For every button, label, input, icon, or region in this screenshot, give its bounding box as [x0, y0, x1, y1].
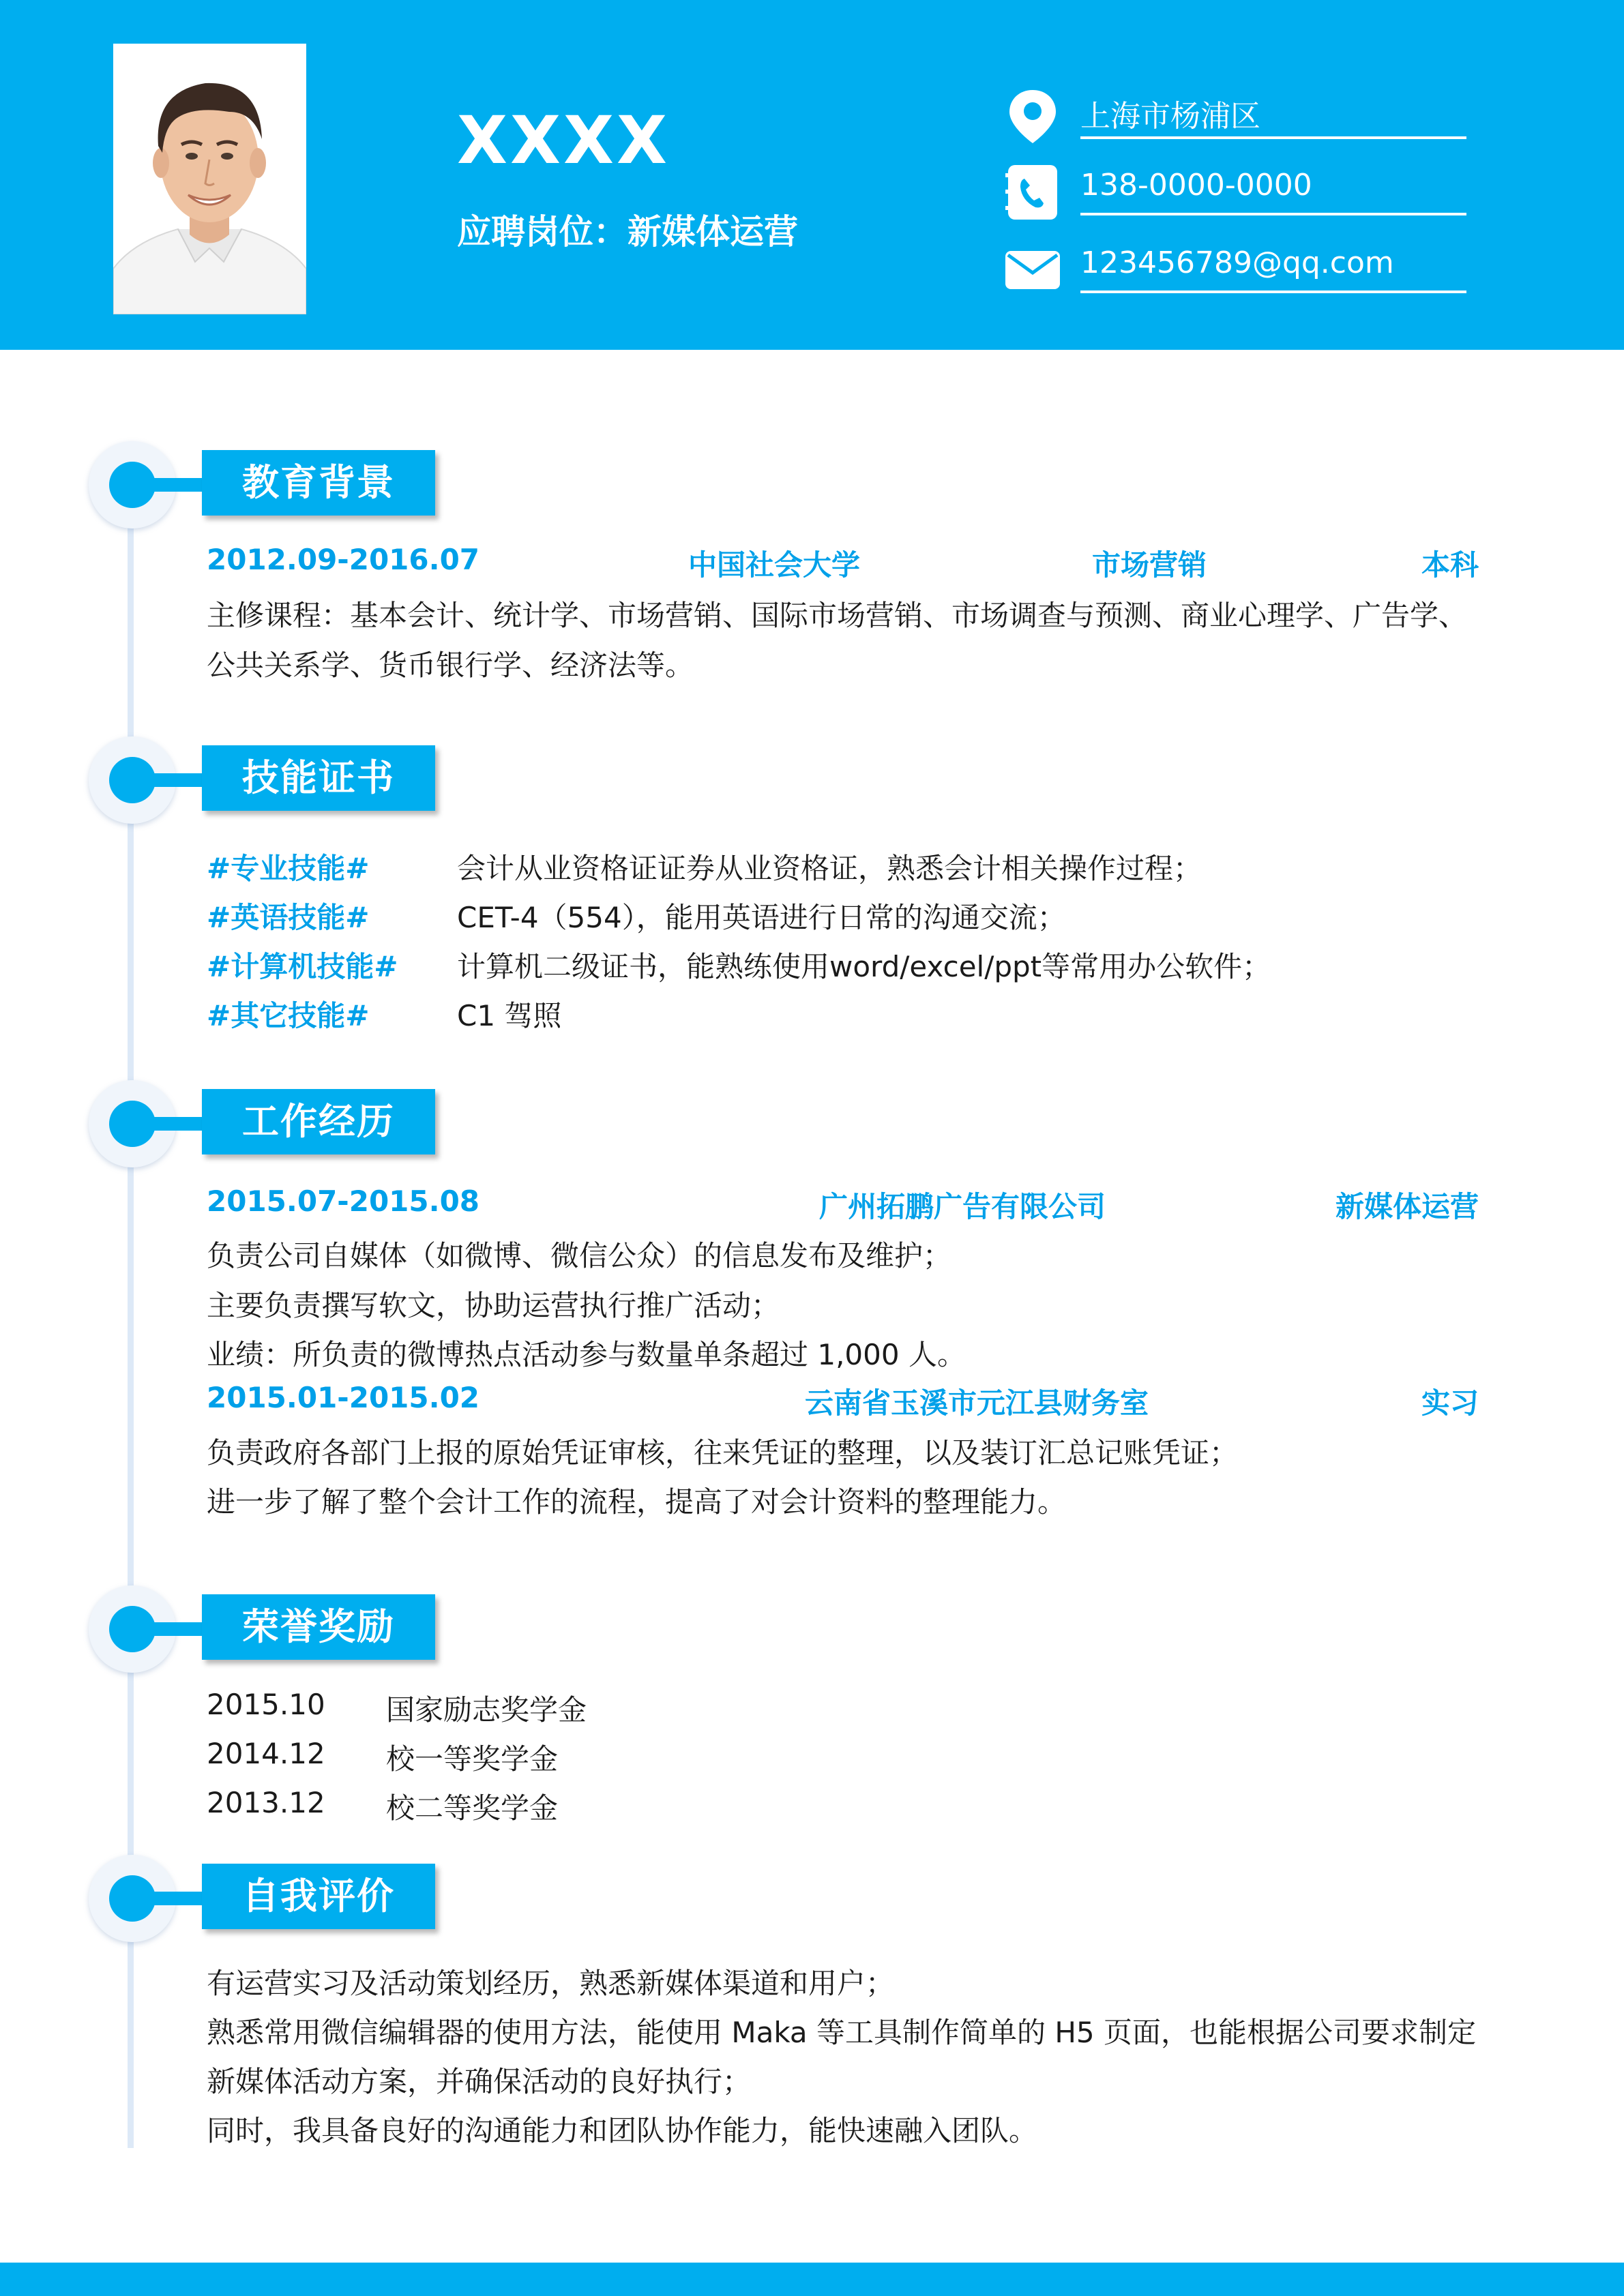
- phone-underline: [1080, 213, 1466, 215]
- skill-tag: #计算机技能#: [207, 950, 398, 983]
- section-title: 荣誉奖励: [242, 1605, 395, 1648]
- skill-tag: #专业技能#: [207, 852, 370, 885]
- work-period: 2015.01-2015.02: [207, 1381, 480, 1414]
- work-duty: 负责政府各部门上报的原始凭证审核，往来凭证的整理，以及装订汇总记账凭证；: [207, 1436, 1239, 1470]
- contact-phone: [1004, 164, 1468, 218]
- section-self-eval-header: [89, 1855, 443, 1943]
- section-title-box: [202, 1089, 435, 1154]
- job-title: 应聘岗位：新媒体运营: [457, 212, 798, 252]
- section-honors-header: [89, 1585, 443, 1674]
- work-duty: 负责公司自媒体（如微博、微信公众）的信息发布及维护；: [207, 1239, 952, 1272]
- work-company: 云南省玉溪市元江县财务室: [804, 1386, 1149, 1420]
- timeline-dot: [109, 1606, 156, 1652]
- address-text: 上海市杨浦区: [1080, 99, 1260, 134]
- work-role: 实习: [1421, 1386, 1479, 1420]
- section-skills-header: [89, 736, 443, 825]
- work-duty: 主要负责撰写软文，协助运营执行推广活动；: [207, 1289, 780, 1322]
- skill-desc: CET-4（554），能用英语进行日常的沟通交流；: [457, 901, 1066, 934]
- email-underline: [1080, 290, 1466, 293]
- section-education-header: [89, 441, 443, 530]
- location-pin-icon: [1004, 87, 1061, 145]
- timeline-dot: [109, 1875, 156, 1922]
- skill-tag: #其它技能#: [207, 999, 370, 1032]
- self-eval-line: 有运营实习及活动策划经历，熟悉新媒体渠道和用户；: [207, 1967, 895, 2000]
- work-duty: 业绩：所负责的微博热点活动参与数量单条超过 1,000 人。: [207, 1338, 966, 1371]
- timeline-dot: [109, 757, 156, 803]
- self-eval-line: 同时，我具备良好的沟通能力和团队协作能力，能快速融入团队。: [207, 2114, 1038, 2147]
- self-eval-line: 新媒体活动方案，并确保活动的良好执行；: [207, 2065, 752, 2098]
- phone-icon: [1004, 164, 1061, 221]
- section-title-box: [202, 450, 435, 516]
- section-title-box: [202, 1594, 435, 1660]
- education-period: 2012.09-2016.07: [207, 543, 480, 576]
- section-title-box: [202, 1864, 435, 1929]
- skill-desc: C1 驾照: [457, 999, 562, 1032]
- work-role: 新媒体运营: [1335, 1190, 1479, 1223]
- contact-address: [1004, 87, 1468, 142]
- honor-date: 2014.12: [207, 1737, 325, 1770]
- honor-name: 校二等奖学金: [386, 1791, 559, 1825]
- envelope-icon: [1004, 241, 1061, 299]
- education-courses-line-1: 主修课程：基本会计、统计学、市场营销、国际市场营销、市场调查与预测、商业心理学、广告学、: [207, 599, 1468, 632]
- work-period: 2015.07-2015.08: [207, 1184, 480, 1218]
- email-text: 123456789@qq.com: [1080, 245, 1394, 280]
- section-title: 技能证书: [242, 756, 395, 799]
- skill-tag: #英语技能#: [207, 901, 370, 934]
- footer-bar: [0, 2263, 1624, 2296]
- header-banner: [0, 0, 1624, 350]
- work-company: 广州拓鹏广告有限公司: [818, 1190, 1106, 1223]
- work-duty: 进一步了解了整个会计工作的流程，提高了对会计资料的整理能力。: [207, 1485, 1067, 1519]
- section-title-box: [202, 745, 435, 811]
- education-school: 中国社会大学: [688, 548, 861, 582]
- work-row: [207, 1184, 1479, 1225]
- section-title: 工作经历: [242, 1100, 395, 1143]
- section-title: 自我评价: [242, 1875, 395, 1918]
- work-row: [207, 1381, 1479, 1422]
- timeline-dot: [109, 1101, 156, 1147]
- timeline-dot: [109, 462, 156, 508]
- section-title: 教育背景: [242, 461, 395, 504]
- education-degree: 本科: [1421, 548, 1479, 582]
- profile-photo: [113, 44, 306, 314]
- honor-name: 国家励志奖学金: [386, 1693, 587, 1727]
- self-eval-line: 熟悉常用微信编辑器的使用方法，能使用 Maka 等工具制作简单的 H5 页面，也能根据公司要求制定: [207, 2016, 1477, 2049]
- candidate-name: XXXX: [457, 102, 670, 179]
- honor-date: 2013.12: [207, 1786, 325, 1819]
- contact-email: [1004, 241, 1468, 296]
- education-major: 市场营销: [1091, 548, 1207, 582]
- address-underline: [1080, 136, 1466, 139]
- honor-date: 2015.10: [207, 1688, 325, 1721]
- phone-text: 138-0000-0000: [1080, 168, 1312, 203]
- honor-name: 校一等奖学金: [386, 1742, 559, 1776]
- section-work-header: [89, 1080, 443, 1169]
- education-courses-line-2: 公共关系学、货币银行学、经济法等。: [207, 648, 694, 682]
- skill-desc: 会计从业资格证证券从业资格证，熟悉会计相关操作过程；: [457, 852, 1202, 885]
- skill-desc: 计算机二级证书，能熟练使用word/excel/ppt等常用办公软件；: [457, 950, 1271, 983]
- education-row: [207, 543, 1479, 584]
